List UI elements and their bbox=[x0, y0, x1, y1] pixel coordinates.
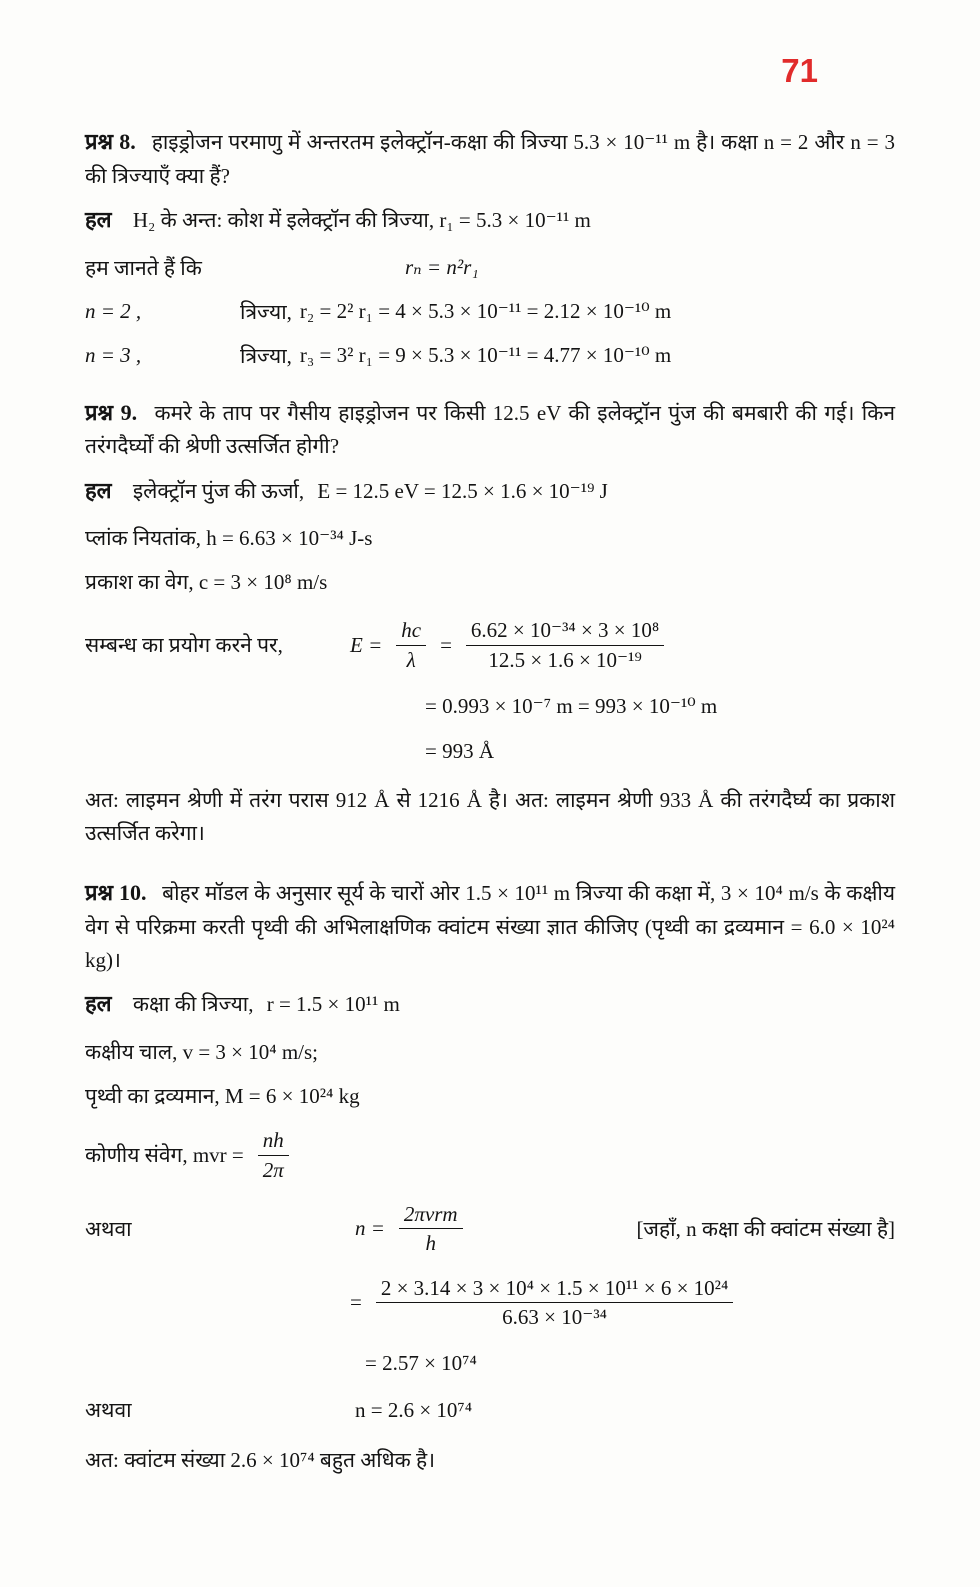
q8-known-relation-row bbox=[85, 254, 895, 282]
q10-conclusion: अत: क्वांटम संख्या 2.6 × 10⁷⁴ बहुत अधिक है। bbox=[85, 1448, 436, 1473]
q10-solution-label: हल bbox=[85, 991, 112, 1017]
q10-frac1-numerator: nh bbox=[262, 1128, 284, 1153]
q9-step1-row bbox=[85, 694, 895, 719]
q9-frac2-numerator: 6.62 × 10⁻³⁴ × 3 × 10⁸ bbox=[470, 618, 660, 643]
q8-case-n3-row bbox=[85, 342, 895, 370]
q8-know-text: हम जानते हैं कि bbox=[85, 255, 202, 280]
q10-note: [जहाँ, n कक्षा की क्वांटम संख्या है] bbox=[636, 1216, 895, 1241]
q10-frac2-denominator: h bbox=[399, 1228, 463, 1257]
q8-know-formula: rₙ = n²r₁ bbox=[405, 255, 479, 280]
q9-solution-intro bbox=[85, 474, 895, 509]
q10-solution-intro bbox=[85, 987, 895, 1022]
q9-energy-formula: E = 12.5 eV = 12.5 × 1.6 × 10⁻¹⁹ J bbox=[317, 478, 608, 503]
q10-or-row-2 bbox=[85, 1396, 895, 1424]
q10-or-label-2: अथवा bbox=[85, 1398, 132, 1423]
q10-radius-formula: r = 1.5 × 10¹¹ m bbox=[266, 992, 400, 1017]
q10-or-label: अथवा bbox=[85, 1216, 132, 1241]
question-8-section bbox=[85, 125, 895, 370]
q9-relation-text: सम्बन्ध का प्रयोग करने पर, bbox=[85, 633, 283, 658]
q10-momentum-row bbox=[85, 1126, 895, 1184]
q10-big-fraction-row bbox=[85, 1274, 895, 1332]
question-9-text: कमरे के ताप पर गैसीय हाइड्रोजन पर किसी 12.5 eV की इलेक्ट्रॉन पुंज की बमबारी की गई। किन तरंगदैर्घ्यों की श्रेणी उत्सर्जित होगी? bbox=[85, 400, 896, 459]
q10-frac1-denominator: 2π bbox=[258, 1155, 289, 1184]
q9-step1: = 0.993 × 10⁻⁷ m = 993 × 10⁻¹⁰ m bbox=[425, 694, 718, 719]
q9-frac1-denominator: λ bbox=[396, 645, 426, 674]
q9-relation-lhs: E = bbox=[350, 632, 383, 657]
q8-case2-formula: r₂ = 2² r₁ = 4 × 5.3 × 10⁻¹¹ = 2.12 × 10⁻¹⁰ m bbox=[299, 299, 672, 324]
q9-frac1-numerator: hc bbox=[401, 618, 422, 643]
q10-step1: = 2.57 × 10⁷⁴ bbox=[365, 1351, 477, 1376]
question-8 bbox=[85, 125, 895, 193]
q8-case2-label: n = 2 , bbox=[85, 299, 142, 324]
q10-fraction-values bbox=[376, 1274, 733, 1332]
q9-planck-row bbox=[85, 524, 895, 552]
q10-frac3-denominator: 6.63 × 10⁻³⁴ bbox=[376, 1302, 733, 1331]
q10-n-result: n = 2.6 × 10⁷⁴ bbox=[355, 1397, 473, 1422]
q8-solution-intro bbox=[85, 203, 895, 238]
q10-radius-text: कक्षा की त्रिज्या, bbox=[132, 992, 254, 1017]
q9-frac2-denominator: 12.5 × 1.6 × 10⁻¹⁹ bbox=[466, 645, 664, 674]
q8-case3-formula: r₃ = 3² r₁ = 9 × 5.3 × 10⁻¹¹ = 4.77 × 10⁻¹⁰ m bbox=[299, 343, 672, 368]
q9-fraction-hc-lambda bbox=[396, 616, 426, 674]
question-8-label: प्रश्न 8. bbox=[85, 129, 136, 154]
q9-fraction-values bbox=[466, 616, 664, 674]
q9-step2: = 993 Å bbox=[425, 739, 495, 764]
q9-light-speed: प्रकाश का वेग, c = 3 × 10⁸ m/s bbox=[85, 570, 328, 595]
q10-fraction-2pivrm-h bbox=[399, 1200, 463, 1258]
q9-equals-sign: = bbox=[440, 632, 452, 657]
q9-conclusion: अत: लाइमन श्रेणी में तरंग परास 912 Å से 1216 Å है। अत: लाइमन श्रेणी 933 Å की तरंगदैर्घ्य का प्रकाश उत्सर्जित करेगा। bbox=[85, 788, 895, 846]
q9-energy-text: इलेक्ट्रॉन पुंज की ऊर्जा, bbox=[132, 478, 305, 503]
q10-frac2-numerator: 2πvrm bbox=[403, 1201, 458, 1226]
question-8-text: हाइड्रोजन परमाणु में अन्तरतम इलेक्ट्रॉन-कक्षा की त्रिज्या 5.3 × 10⁻¹¹ m है। कक्षा n = 2 और n = 3 की त्रिज्याएँ क्या हैं? bbox=[85, 130, 896, 188]
q8-case3-word: त्रिज्या, bbox=[240, 343, 292, 368]
q10-n-lhs: n = bbox=[355, 1216, 385, 1241]
q8-case3-label: n = 3 , bbox=[85, 343, 142, 368]
q9-step2-row bbox=[85, 739, 895, 764]
q9-solution-label: हल bbox=[85, 477, 112, 503]
q9-light-speed-row bbox=[85, 568, 895, 596]
q8-case-n2-row bbox=[85, 298, 895, 326]
q8-solution-label: हल bbox=[85, 206, 112, 232]
q9-relation-row bbox=[85, 616, 895, 674]
q10-orbital-speed: कक्षीय चाल, v = 3 × 10⁴ m/s; bbox=[85, 1040, 318, 1065]
q10-mass-row bbox=[85, 1082, 895, 1110]
q8-intro-text: H₂ के अन्त: कोश में इलेक्ट्रॉन की त्रिज्या, r₁ = 5.3 × 10⁻¹¹ m bbox=[132, 207, 591, 232]
question-10-text: बोहर मॉडल के अनुसार सूर्य के चारों ओर 1.5 × 10¹¹ m त्रिज्या की कक्षा में, 3 × 10⁴ m/s के कक्षीय वेग से परिक्रमा करती पृथ्वी की अभिलाक्षणिक क्वांटम संख्या ज्ञात कीजिए (पृथ्वी का द्रव्यमान = 6.0 × 10²⁴ kg)। bbox=[85, 881, 896, 973]
question-10-label: प्रश्न 10. bbox=[85, 880, 147, 906]
page-number: 71 bbox=[781, 52, 818, 89]
q10-equals-sign: = bbox=[350, 1289, 362, 1314]
q10-earth-mass: पृथ्वी का द्रव्यमान, M = 6 × 10²⁴ kg bbox=[85, 1084, 360, 1109]
q9-planck-constant: प्लांक नियतांक, h = 6.63 × 10⁻³⁴ J-s bbox=[85, 526, 373, 551]
q10-frac3-numerator: 2 × 3.14 × 3 × 10⁴ × 1.5 × 10¹¹ × 6 × 10²⁴ bbox=[380, 1275, 729, 1300]
question-9 bbox=[85, 396, 895, 464]
q10-momentum-text: कोणीय संवेग, mvr = bbox=[85, 1143, 244, 1168]
q10-or-row-1 bbox=[85, 1200, 895, 1258]
question-10 bbox=[85, 876, 895, 977]
q8-case2-word: त्रिज्या, bbox=[240, 299, 292, 324]
question-10-section bbox=[85, 876, 895, 1477]
q10-step1-row bbox=[85, 1351, 895, 1376]
q10-fraction-nh-2pi bbox=[258, 1126, 289, 1184]
question-9-section bbox=[85, 396, 895, 851]
question-9-label: प्रश्न 9. bbox=[85, 399, 138, 425]
q10-speed-row bbox=[85, 1038, 895, 1066]
